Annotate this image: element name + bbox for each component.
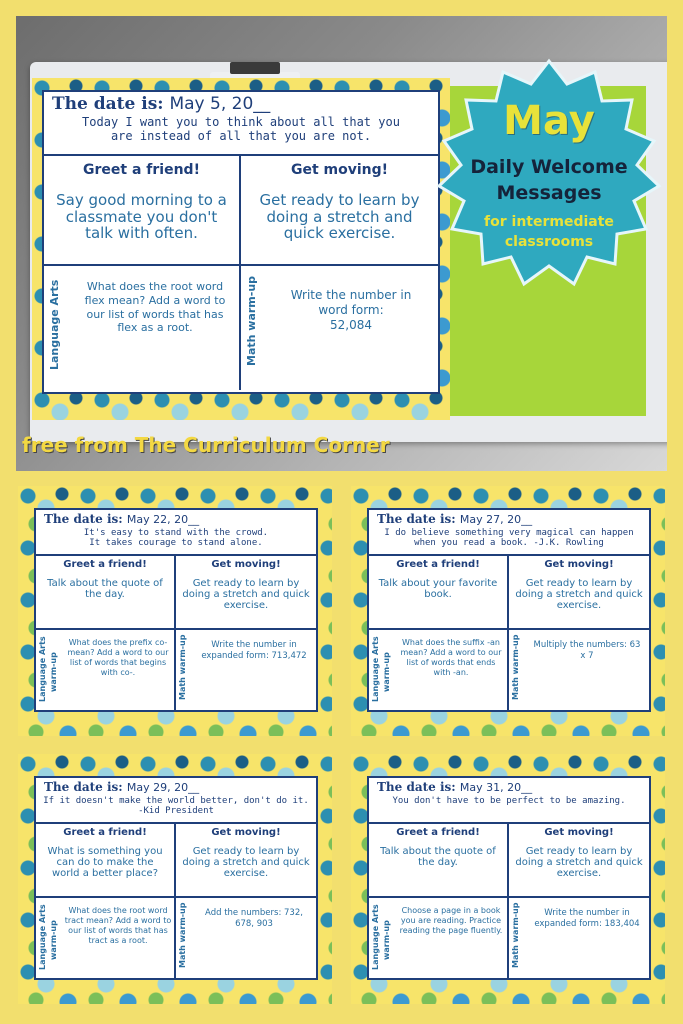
la-sub-label: warm-up	[382, 920, 391, 960]
date-label: The date is:	[44, 512, 123, 526]
slide-card	[351, 754, 665, 1004]
move-title: Get moving!	[211, 559, 281, 570]
hero-slide	[32, 78, 450, 420]
quote	[36, 528, 316, 549]
message-grid	[369, 822, 649, 980]
title-badge	[424, 56, 667, 306]
math-label: Math warm-up	[178, 634, 187, 700]
greet-title: Greet a friend!	[396, 559, 480, 570]
move-cell	[509, 556, 649, 630]
la-label: Language Arts	[48, 279, 61, 370]
math-cell	[176, 630, 316, 710]
date-label: The date is:	[52, 94, 164, 114]
la-cell	[36, 630, 176, 710]
greet-cell	[44, 156, 241, 266]
quote-line-1: Today I want you to think about all that you	[82, 115, 400, 129]
la-cell	[44, 266, 241, 390]
greet-body: Talk about the quote of the day.	[380, 846, 496, 868]
la-body: Choose a page in a book you are reading. Practice reading the page fluently.	[399, 906, 503, 935]
la-cell	[369, 630, 509, 710]
slide-card	[18, 754, 332, 1004]
badge-line-4: classrooms	[504, 234, 594, 250]
la-sub-label: warm-up	[382, 652, 391, 692]
move-body: Get ready to learn by doing a stretch and quick exercise.	[515, 578, 643, 611]
badge-line-2: Messages	[496, 182, 602, 204]
greet-title: Greet a friend!	[63, 827, 147, 838]
date-value: May 29, 20__	[126, 781, 200, 794]
date-line	[377, 512, 532, 526]
date-value: May 31, 20__	[459, 781, 533, 794]
greet-cell	[369, 824, 509, 898]
greet-title: Greet a friend!	[83, 162, 200, 178]
math-body-number: 52,084	[330, 318, 372, 332]
date-label: The date is:	[44, 780, 123, 794]
quote	[44, 116, 438, 144]
quote-line-1: I do believe something very magical can happen	[384, 528, 634, 538]
move-title: Get moving!	[544, 559, 614, 570]
slide-card	[351, 486, 665, 736]
message-grid	[36, 822, 316, 980]
message-card	[367, 776, 651, 980]
move-title: Get moving!	[544, 827, 614, 838]
math-body	[281, 288, 421, 333]
quote-line-2: when you read a book. -J.K. Rowling	[414, 538, 604, 549]
greet-title: Greet a friend!	[396, 827, 480, 838]
quote-line-2: It takes courage to stand alone.	[89, 538, 263, 549]
quote-line-1: If it doesn't make the world better, don't do it.	[43, 796, 309, 806]
la-label: Language Arts	[371, 904, 380, 970]
message-card	[34, 776, 318, 980]
quote-line-2: are instead of all that you are not.	[110, 128, 372, 143]
message-grid	[44, 154, 438, 392]
move-body: Get ready to learn by doing a stretch and quick exercise.	[182, 578, 310, 611]
date-value: May 22, 20__	[126, 513, 200, 526]
move-body: Get ready to learn by doing a stretch and quick exercise.	[182, 846, 310, 879]
badge-burst-shape	[424, 56, 667, 306]
date-line	[377, 780, 532, 794]
la-cell	[369, 898, 509, 978]
move-cell	[176, 556, 316, 630]
la-body: What does the suffix -an mean? Add a word to our list of words that ends with -an.	[400, 638, 502, 677]
la-label: Language Arts	[371, 636, 380, 702]
move-body: Get ready to learn by doing a stretch and quick exercise.	[515, 846, 643, 879]
badge-line-1: Daily Welcome	[470, 156, 628, 178]
la-sub-label: warm-up	[49, 652, 58, 692]
la-body: What does the prefix co- mean? Add a word to our list of words that begins with co-.	[67, 638, 169, 677]
date-value: May 5, 20__	[169, 94, 271, 114]
la-body: What does the root word flex mean? Add a word to our list of words that has flex as a root.	[84, 280, 226, 335]
message-card	[367, 508, 651, 712]
math-body: Add the numbers: 732, 678, 903	[205, 908, 303, 929]
math-cell	[176, 898, 316, 978]
greet-cell	[36, 556, 176, 630]
move-cell	[176, 824, 316, 898]
slide-card	[18, 486, 332, 736]
quote-line-1: It's easy to stand with the crowd.	[83, 528, 269, 538]
greet-body: What is something you can do to make the world a better place?	[47, 846, 163, 879]
math-body-text: Write the number in word form:	[290, 288, 412, 317]
greet-body: Say good morning to a classmate you don't talk with often.	[56, 191, 227, 242]
math-label: Math warm-up	[245, 275, 258, 366]
math-cell	[509, 898, 649, 978]
quote	[369, 796, 649, 806]
la-sub-label: warm-up	[49, 920, 58, 960]
quote-line-2: -Kid President	[138, 806, 214, 817]
math-label: Math warm-up	[511, 902, 520, 968]
date-line	[52, 94, 270, 114]
date-label: The date is:	[377, 780, 456, 794]
math-label: Math warm-up	[511, 634, 520, 700]
math-label: Math warm-up	[178, 902, 187, 968]
math-body: Write the number in expanded form: 713,472	[201, 640, 307, 661]
greet-body: Talk about your favorite book.	[378, 578, 498, 600]
la-label: Language Arts	[38, 904, 47, 970]
quote	[36, 796, 316, 817]
badge-month: May	[503, 98, 595, 144]
date-label: The date is:	[377, 512, 456, 526]
move-cell	[241, 156, 438, 266]
hero-card	[42, 90, 440, 394]
la-cell	[36, 898, 176, 978]
greet-cell	[369, 556, 509, 630]
move-body: Get ready to learn by doing a stretch and quick exercise.	[259, 191, 420, 242]
la-body: What does the root word tract mean? Add a word to our list of words that has tract as a root.	[64, 906, 172, 945]
message-card	[34, 508, 318, 712]
move-title: Get moving!	[290, 162, 389, 178]
greet-cell	[36, 824, 176, 898]
message-grid	[369, 554, 649, 712]
badge-line-3: for intermediate	[484, 214, 614, 230]
move-title: Get moving!	[211, 827, 281, 838]
math-body: Write the number in expanded form: 183,404	[534, 908, 640, 929]
date-line	[44, 512, 199, 526]
greet-body: Talk about the quote of the day.	[47, 578, 163, 600]
move-cell	[509, 824, 649, 898]
credit-text: free from The Curriculum Corner	[22, 433, 390, 457]
math-cell	[241, 266, 438, 390]
date-value: May 27, 20__	[459, 513, 533, 526]
greet-title: Greet a friend!	[63, 559, 147, 570]
math-body: Multiply the numbers: 63 x 7	[533, 640, 641, 661]
message-grid	[36, 554, 316, 712]
la-label: Language Arts	[38, 636, 47, 702]
quote	[369, 528, 649, 549]
hero-panel	[16, 16, 667, 471]
date-line	[44, 780, 199, 794]
quote-line-1: You don't have to be perfect to be amazing.	[392, 796, 626, 806]
math-cell	[509, 630, 649, 710]
